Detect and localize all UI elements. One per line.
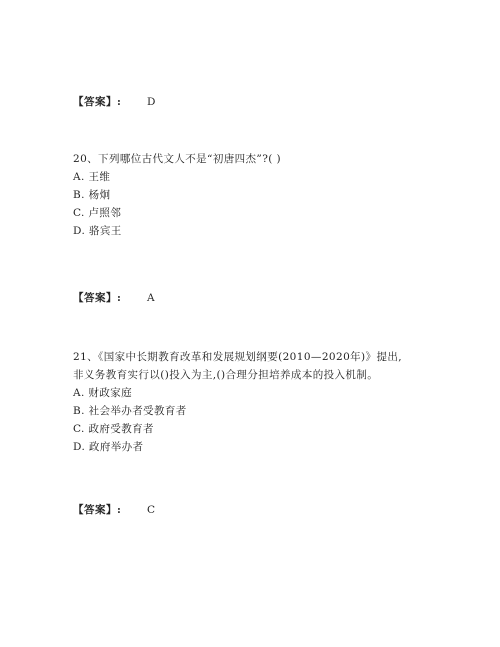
option-c: C. 卢照邻 xyxy=(73,207,122,219)
answer-value: C xyxy=(147,503,156,516)
question-stem-line-1: 21、《国家中长期教育改革和发展规划纲要(2010—2020年)》提出, xyxy=(73,351,402,363)
option-d: D. 政府举办者 xyxy=(73,441,144,453)
answer-row-2 xyxy=(73,290,156,305)
option-b: B. 杨炯 xyxy=(73,189,111,201)
answer-value: A xyxy=(147,291,156,304)
option-a: A. 王维 xyxy=(73,171,111,183)
question-stem-line-2: 非义务教育实行以()投入为主,()合理分担培养成本的投入机制。 xyxy=(73,369,379,381)
option-a: A. 财政家庭 xyxy=(73,387,133,399)
question-stem: 20、下列哪位古代文人不是“初唐四杰”?( ) xyxy=(73,153,281,165)
answer-value: D xyxy=(147,95,156,108)
question-21 xyxy=(73,348,402,456)
answer-label: 【答案】: xyxy=(73,96,122,108)
answer-label: 【答案】: xyxy=(73,292,122,304)
answer-row-3 xyxy=(73,502,156,517)
option-c: C. 政府受教育者 xyxy=(73,423,154,435)
option-b: B. 社会举办者受教育者 xyxy=(73,405,187,417)
option-d: D. 骆宾王 xyxy=(73,225,122,237)
answer-label: 【答案】: xyxy=(73,504,122,516)
answer-row-1 xyxy=(73,94,156,109)
question-20 xyxy=(73,150,281,240)
